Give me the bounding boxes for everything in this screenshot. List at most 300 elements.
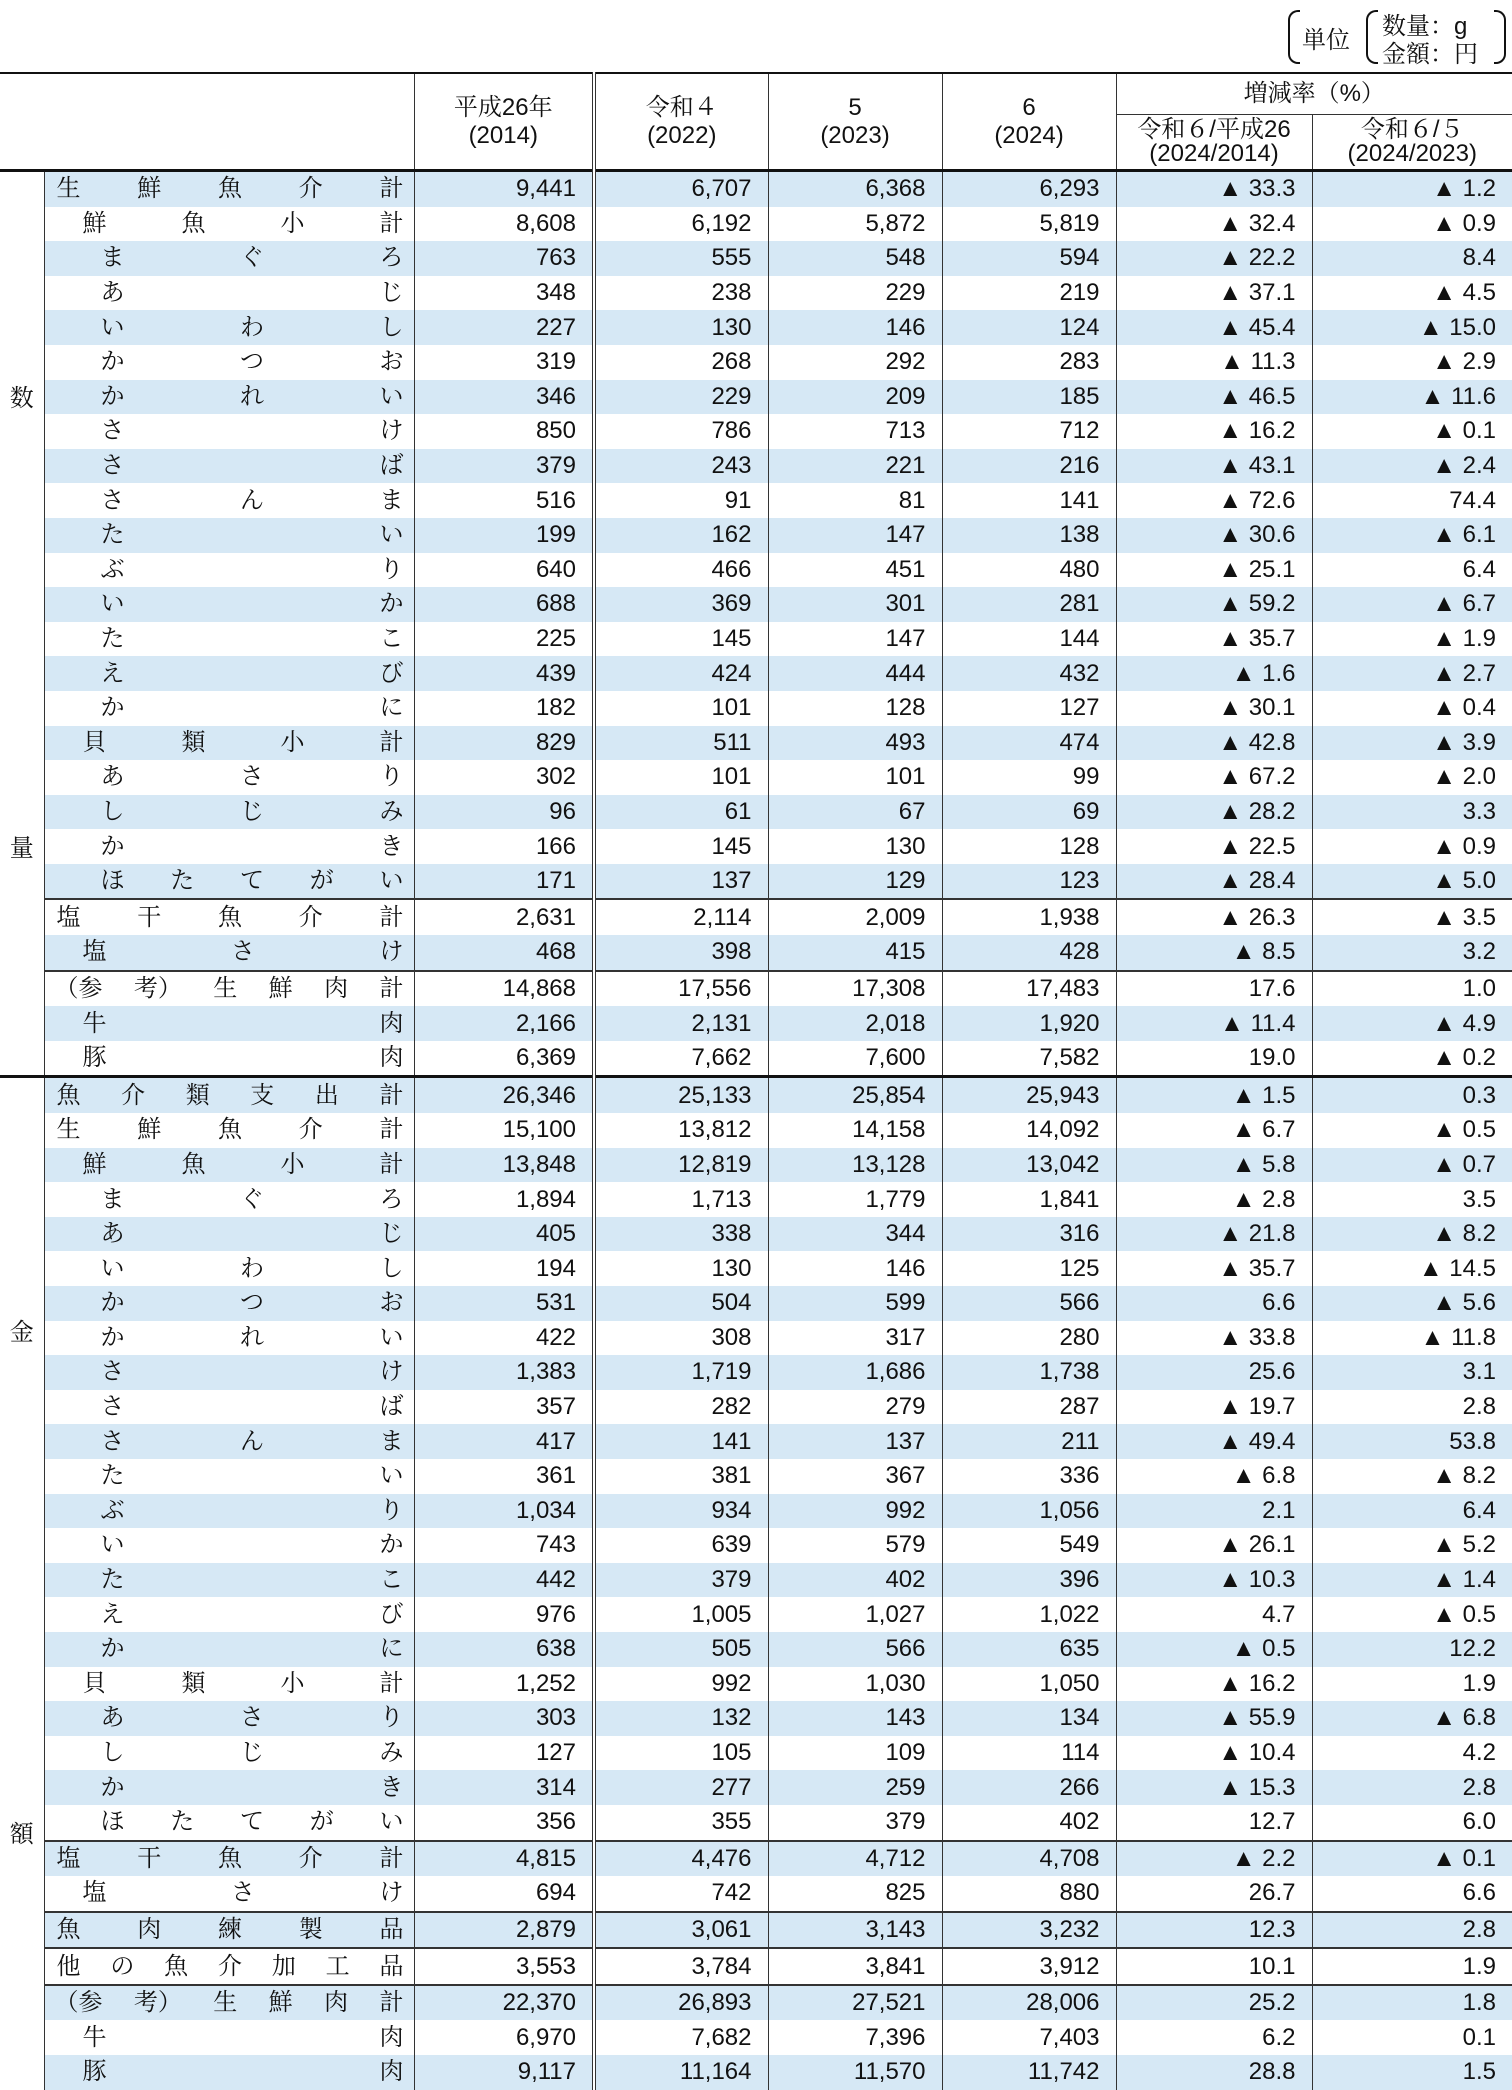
table-cell: ▲ 22.2 — [1116, 241, 1312, 276]
label-char: 鮮 — [82, 209, 107, 237]
table-cell: 19.0 — [1116, 1041, 1312, 1077]
row-label — [44, 1217, 414, 1252]
table-cell: 6,368 — [768, 171, 942, 207]
label-char: 肉 — [379, 1009, 404, 1037]
table-cell: 638 — [414, 1632, 594, 1667]
row-label — [44, 1459, 414, 1494]
table-cell: ▲ 45.4 — [1116, 310, 1312, 345]
table-cell: ▲ 4.5 — [1312, 276, 1512, 311]
row-label — [44, 1148, 414, 1183]
table-cell: 432 — [942, 656, 1116, 691]
table-cell: 0.3 — [1312, 1077, 1512, 1113]
table-row — [0, 241, 1512, 276]
table-cell: 243 — [594, 449, 768, 484]
label-char: 肉 — [324, 1989, 349, 2017]
label-char: 牛 — [82, 1009, 107, 1037]
group-char: 量 — [9, 834, 34, 862]
table-row — [0, 553, 1512, 588]
table-row — [0, 971, 1512, 1007]
table-cell: 128 — [768, 691, 942, 726]
table-cell: 199 — [414, 518, 594, 553]
table-cell: ▲ 26.3 — [1116, 899, 1312, 935]
group-label — [0, 171, 44, 1077]
table-cell: 105 — [594, 1736, 768, 1771]
label-char: あ — [100, 1704, 125, 1732]
label-char: 魚 — [56, 1081, 81, 1109]
table-cell: 141 — [594, 1424, 768, 1459]
label-char: 介 — [121, 1081, 146, 1109]
label-char: こ — [379, 1566, 404, 1594]
label-char: 肉 — [379, 2023, 404, 2051]
table-row — [0, 207, 1512, 242]
table-cell: ▲ 0.4 — [1312, 691, 1512, 726]
table-cell: 81 — [768, 483, 942, 518]
table-cell: ▲ 11.4 — [1116, 1006, 1312, 1041]
table-cell: ▲ 2.0 — [1312, 760, 1512, 795]
table-row — [0, 1390, 1512, 1425]
table-cell: 17.6 — [1116, 971, 1312, 1007]
table-cell: 594 — [942, 241, 1116, 276]
label-char: て — [240, 1808, 264, 1836]
label-char: 豚 — [82, 1044, 107, 1072]
table-cell: 338 — [594, 1217, 768, 1252]
table-row — [0, 1736, 1512, 1771]
table-cell: 13,812 — [594, 1113, 768, 1148]
table-cell: ▲ 11.8 — [1312, 1321, 1512, 1356]
row-label — [44, 1251, 414, 1286]
label-char: さ — [240, 1704, 264, 1732]
table-cell: 712 — [942, 414, 1116, 449]
table-cell: 3,841 — [768, 1948, 942, 1985]
label-char: 他 — [56, 1952, 81, 1980]
label-char: か — [100, 382, 125, 410]
table-row — [0, 760, 1512, 795]
table-cell: ▲ 4.9 — [1312, 1006, 1512, 1041]
table-cell: ▲ 3.5 — [1312, 899, 1512, 935]
label-char: 鮮 — [82, 1150, 107, 1178]
table-cell: 123 — [942, 864, 1116, 900]
label-char: 品 — [379, 1915, 404, 1943]
table-cell: 11,164 — [594, 2055, 768, 2090]
table-cell: 132 — [594, 1701, 768, 1736]
table-cell: 268 — [594, 345, 768, 380]
table-cell: 13,848 — [414, 1148, 594, 1183]
label-char: 計 — [379, 1081, 404, 1109]
label-char: 鮮 — [268, 974, 293, 1002]
row-label — [44, 380, 414, 415]
label-char: い — [379, 382, 404, 410]
table-cell: ▲ 6.7 — [1116, 1113, 1312, 1148]
table-cell: 287 — [942, 1390, 1116, 1425]
table-cell: 12,819 — [594, 1148, 768, 1183]
table-cell: ▲ 3.9 — [1312, 726, 1512, 761]
label-char: い — [100, 590, 125, 618]
table-cell: 355 — [594, 1805, 768, 1841]
label-char: 類 — [185, 1081, 210, 1109]
table-cell: 357 — [414, 1390, 594, 1425]
row-label — [44, 622, 414, 657]
table-cell: ▲ 6.7 — [1312, 587, 1512, 622]
table-cell: 474 — [942, 726, 1116, 761]
label-char: 魚 — [218, 1116, 242, 1144]
label-char: 生 — [213, 1989, 238, 2017]
label-char: ん — [240, 486, 264, 514]
table-cell: 1.8 — [1312, 1985, 1512, 2021]
label-char: み — [379, 1739, 404, 1767]
table-cell: ▲ 49.4 — [1116, 1424, 1312, 1459]
table-row — [0, 1006, 1512, 1041]
table-cell: ▲ 8.2 — [1312, 1217, 1512, 1252]
table-cell: ▲ 0.5 — [1116, 1632, 1312, 1667]
table-cell: 3,553 — [414, 1948, 594, 1985]
table-cell: 3.2 — [1312, 935, 1512, 971]
label-char: 計 — [379, 1116, 404, 1144]
table-cell: 5,819 — [942, 207, 1116, 242]
table-cell: 1,686 — [768, 1355, 942, 1390]
table-cell: 11,742 — [942, 2055, 1116, 2090]
label-char: 加 — [271, 1952, 296, 1980]
table-cell: 216 — [942, 449, 1116, 484]
label-char: た — [100, 1462, 125, 1490]
label-char: い — [379, 521, 404, 549]
label-char: 計 — [379, 1669, 404, 1697]
label-char: 計 — [379, 1844, 404, 1872]
table-cell: 743 — [414, 1528, 594, 1563]
row-label — [44, 1041, 414, 1077]
label-char: の — [110, 1952, 135, 1980]
table-cell: ▲ 67.2 — [1116, 760, 1312, 795]
table-cell: 336 — [942, 1459, 1116, 1494]
label-char: に — [379, 1635, 404, 1663]
table-cell: 171 — [414, 864, 594, 900]
table-cell: 6.6 — [1312, 1876, 1512, 1912]
table-row — [0, 2055, 1512, 2090]
unit-quantity: 数量：g — [1382, 13, 1468, 40]
label-char: さ — [100, 1427, 125, 1455]
table-cell: ▲ 59.2 — [1116, 587, 1312, 622]
table-cell: 25,854 — [768, 1077, 942, 1113]
row-label — [44, 795, 414, 830]
table-cell: 182 — [414, 691, 594, 726]
table-row — [0, 1841, 1512, 1877]
table-cell: 428 — [942, 935, 1116, 971]
table-cell: 451 — [768, 553, 942, 588]
col-h26: 平成26年 (2014) — [414, 73, 594, 171]
table-cell: ▲ 5.6 — [1312, 1286, 1512, 1321]
label-char: （参 — [54, 1989, 103, 2017]
label-char: （参 — [54, 974, 103, 1002]
table-cell: 6.0 — [1312, 1805, 1512, 1841]
label-char: ま — [379, 486, 404, 514]
table-cell: 2,009 — [768, 899, 942, 935]
label-char: 小 — [280, 728, 305, 756]
row-label — [44, 553, 414, 588]
table-cell: 579 — [768, 1528, 942, 1563]
table-cell: 162 — [594, 518, 768, 553]
table-cell: 280 — [942, 1321, 1116, 1356]
label-char: け — [379, 1879, 404, 1907]
label-char: 肉 — [379, 2058, 404, 2086]
label-char: じ — [379, 1220, 404, 1248]
label-char: 介 — [298, 1844, 323, 1872]
table-cell: 4.7 — [1116, 1597, 1312, 1632]
table-cell: ▲ 28.2 — [1116, 795, 1312, 830]
table-cell: ▲ 8.2 — [1312, 1459, 1512, 1494]
label-char: 計 — [379, 728, 404, 756]
table-cell: ▲ 0.9 — [1312, 829, 1512, 864]
table-cell: ▲ 1.5 — [1116, 1077, 1312, 1113]
table-cell: ▲ 10.4 — [1116, 1736, 1312, 1771]
table-row — [0, 1286, 1512, 1321]
col-r6: 6 (2024) — [942, 73, 1116, 171]
label-char: 工 — [325, 1952, 350, 1980]
table-cell: 688 — [414, 587, 594, 622]
label-char: こ — [379, 625, 404, 653]
label-char: が — [309, 1808, 334, 1836]
table-cell: 4,708 — [942, 1841, 1116, 1877]
table-cell: 2.8 — [1312, 1390, 1512, 1425]
table-cell: 466 — [594, 553, 768, 588]
table-cell: ▲ 1.9 — [1312, 622, 1512, 657]
label-char: 魚 — [181, 1150, 206, 1178]
table-cell: ▲ 46.5 — [1116, 380, 1312, 415]
table-cell: 7,682 — [594, 2020, 768, 2055]
table-cell: 227 — [414, 310, 594, 345]
table-cell: 348 — [414, 276, 594, 311]
table-cell: 283 — [942, 345, 1116, 380]
table-cell: 1.9 — [1312, 1667, 1512, 1702]
label-char: 小 — [280, 209, 305, 237]
table-row — [0, 414, 1512, 449]
table-row — [0, 1041, 1512, 1077]
row-label — [44, 1805, 414, 1841]
label-char: い — [379, 1462, 404, 1490]
label-char: さ — [231, 1879, 255, 1907]
table-cell: 127 — [942, 691, 1116, 726]
label-char: い — [100, 1531, 125, 1559]
row-label — [44, 1667, 414, 1702]
table-row — [0, 483, 1512, 518]
table-cell: ▲ 6.8 — [1312, 1701, 1512, 1736]
label-char: 介 — [298, 175, 323, 203]
table-row — [0, 726, 1512, 761]
label-char: れ — [240, 382, 264, 410]
table-cell: 2,166 — [414, 1006, 594, 1041]
table-cell: 4,815 — [414, 1841, 594, 1877]
table-cell: 209 — [768, 380, 942, 415]
table-cell: 1.9 — [1312, 1948, 1512, 1985]
col-rate-2023: 令和６/５ (2024/2023) — [1312, 115, 1512, 171]
table-cell: 99 — [942, 760, 1116, 795]
label-char: 豚 — [82, 2058, 107, 2086]
label-char: 塩 — [82, 938, 107, 966]
table-cell: 344 — [768, 1217, 942, 1252]
label-char: 介 — [298, 1116, 323, 1144]
table-cell: 6.6 — [1116, 1286, 1312, 1321]
table-cell: 279 — [768, 1390, 942, 1425]
label-char: び — [379, 659, 404, 687]
label-char: に — [379, 694, 404, 722]
label-char: ま — [100, 1185, 125, 1213]
table-cell: ▲ 0.7 — [1312, 1148, 1512, 1183]
label-char: ば — [379, 452, 404, 480]
row-label — [44, 1321, 414, 1356]
table-cell: 6.4 — [1312, 1494, 1512, 1529]
row-label — [44, 656, 414, 691]
row-label — [44, 1355, 414, 1390]
label-char: り — [379, 763, 404, 791]
table-cell: 3,784 — [594, 1948, 768, 1985]
table-cell: 12.7 — [1116, 1805, 1312, 1841]
table-cell: 639 — [594, 1528, 768, 1563]
label-char: 小 — [280, 1669, 305, 1697]
table-cell: 4.2 — [1312, 1736, 1512, 1771]
label-char: さ — [100, 486, 125, 514]
table-cell: 850 — [414, 414, 594, 449]
table-cell: ▲ 21.8 — [1116, 1217, 1312, 1252]
row-label — [44, 1390, 414, 1425]
label-char: さ — [100, 1358, 125, 1386]
table-cell: 6,970 — [414, 2020, 594, 2055]
table-cell: 6,369 — [414, 1041, 594, 1077]
table-cell: 3,061 — [594, 1912, 768, 1949]
table-row — [0, 829, 1512, 864]
table-cell: ▲ 2.7 — [1312, 656, 1512, 691]
label-char: 介 — [298, 903, 323, 931]
table-cell: 356 — [414, 1805, 594, 1841]
table-cell: 1.0 — [1312, 971, 1512, 1007]
table-cell: 8.4 — [1312, 241, 1512, 276]
row-label — [44, 1006, 414, 1041]
label-char: ろ — [379, 244, 404, 272]
table-cell: ▲ 1.2 — [1312, 171, 1512, 207]
table-cell: 468 — [414, 935, 594, 971]
table-row — [0, 1217, 1512, 1252]
table-cell: 128 — [942, 829, 1116, 864]
table-cell: ▲ 1.4 — [1312, 1563, 1512, 1598]
table-cell: 127 — [414, 1736, 594, 1771]
table-cell: 511 — [594, 726, 768, 761]
table-cell: 25,133 — [594, 1077, 768, 1113]
table-cell: 1.5 — [1312, 2055, 1512, 2090]
table-cell: 314 — [414, 1770, 594, 1805]
table-cell: 14,868 — [414, 971, 594, 1007]
table-cell: 829 — [414, 726, 594, 761]
table-cell: ▲ 2.2 — [1116, 1841, 1312, 1877]
label-char: 魚 — [218, 175, 242, 203]
table-cell: ▲ 15.0 — [1312, 310, 1512, 345]
quantity-section — [0, 171, 1512, 1077]
table-cell: 238 — [594, 276, 768, 311]
label-char: 塩 — [82, 1879, 107, 1907]
table-row — [0, 1876, 1512, 1912]
table-cell: 1,841 — [942, 1182, 1116, 1217]
label-char: お — [379, 348, 404, 376]
table-cell: 398 — [594, 935, 768, 971]
table-cell: 146 — [768, 310, 942, 345]
table-cell: 635 — [942, 1632, 1116, 1667]
table-row — [0, 691, 1512, 726]
table-cell: 101 — [768, 760, 942, 795]
table-cell: 146 — [768, 1251, 942, 1286]
label-char: さ — [231, 938, 255, 966]
table-row — [0, 310, 1512, 345]
table-row — [0, 380, 1512, 415]
table-cell: 221 — [768, 449, 942, 484]
row-label — [44, 276, 414, 311]
table-cell: ▲ 6.1 — [1312, 518, 1512, 553]
label-char: 鮮 — [137, 175, 162, 203]
row-label — [44, 1876, 414, 1912]
table-cell: ▲ 5.8 — [1116, 1148, 1312, 1183]
label-char: 考） — [133, 974, 182, 1002]
row-label — [44, 171, 414, 207]
label-char: 考） — [133, 1989, 182, 2017]
label-char: つ — [240, 1289, 264, 1317]
table-cell: 1,383 — [414, 1355, 594, 1390]
label-char: 干 — [137, 903, 162, 931]
table-cell: 229 — [768, 276, 942, 311]
label-char: 魚 — [218, 903, 242, 931]
table-row — [0, 656, 1512, 691]
table-cell: 61 — [594, 795, 768, 830]
label-char: い — [379, 1323, 404, 1351]
table-cell: 9,117 — [414, 2055, 594, 2090]
table-cell: ▲ 2.8 — [1116, 1182, 1312, 1217]
label-char: つ — [240, 348, 264, 376]
row-label — [44, 1077, 414, 1113]
table-cell: 4,476 — [594, 1841, 768, 1877]
table-row — [0, 1805, 1512, 1841]
table-cell: ▲ 35.7 — [1116, 622, 1312, 657]
corner-cell — [0, 73, 414, 171]
table-cell: 361 — [414, 1459, 594, 1494]
table-row — [0, 1528, 1512, 1563]
table-cell: 144 — [942, 622, 1116, 657]
table-cell: ▲ 72.6 — [1116, 483, 1312, 518]
table-cell: 25.6 — [1116, 1355, 1312, 1390]
table-cell: ▲ 11.3 — [1116, 345, 1312, 380]
table-cell: 3,232 — [942, 1912, 1116, 1949]
row-label — [44, 1597, 414, 1632]
label-char: 牛 — [82, 2023, 107, 2051]
table-cell: 277 — [594, 1770, 768, 1805]
table-cell: 6,293 — [942, 171, 1116, 207]
label-char: 塩 — [56, 1844, 81, 1872]
table-cell: 137 — [594, 864, 768, 900]
table-cell: 6,192 — [594, 207, 768, 242]
group-char: 金 — [9, 1319, 34, 1347]
table-row — [0, 1494, 1512, 1529]
label-char: 魚 — [218, 1844, 242, 1872]
table-cell: 405 — [414, 1217, 594, 1252]
row-label — [44, 1286, 414, 1321]
table-cell: 13,128 — [768, 1148, 942, 1183]
statistics-table — [0, 72, 1512, 2090]
table-cell: 1,034 — [414, 1494, 594, 1529]
label-char: 品 — [379, 1952, 404, 1980]
table-cell: 402 — [768, 1563, 942, 1598]
table-cell: ▲ 42.8 — [1116, 726, 1312, 761]
table-cell: 417 — [414, 1424, 594, 1459]
label-char: り — [379, 1704, 404, 1732]
table-cell: 505 — [594, 1632, 768, 1667]
table-cell: 1,920 — [942, 1006, 1116, 1041]
table-cell: ▲ 5.0 — [1312, 864, 1512, 900]
label-char: か — [100, 348, 125, 376]
table-cell: ▲ 0.1 — [1312, 414, 1512, 449]
label-char: か — [100, 1635, 125, 1663]
